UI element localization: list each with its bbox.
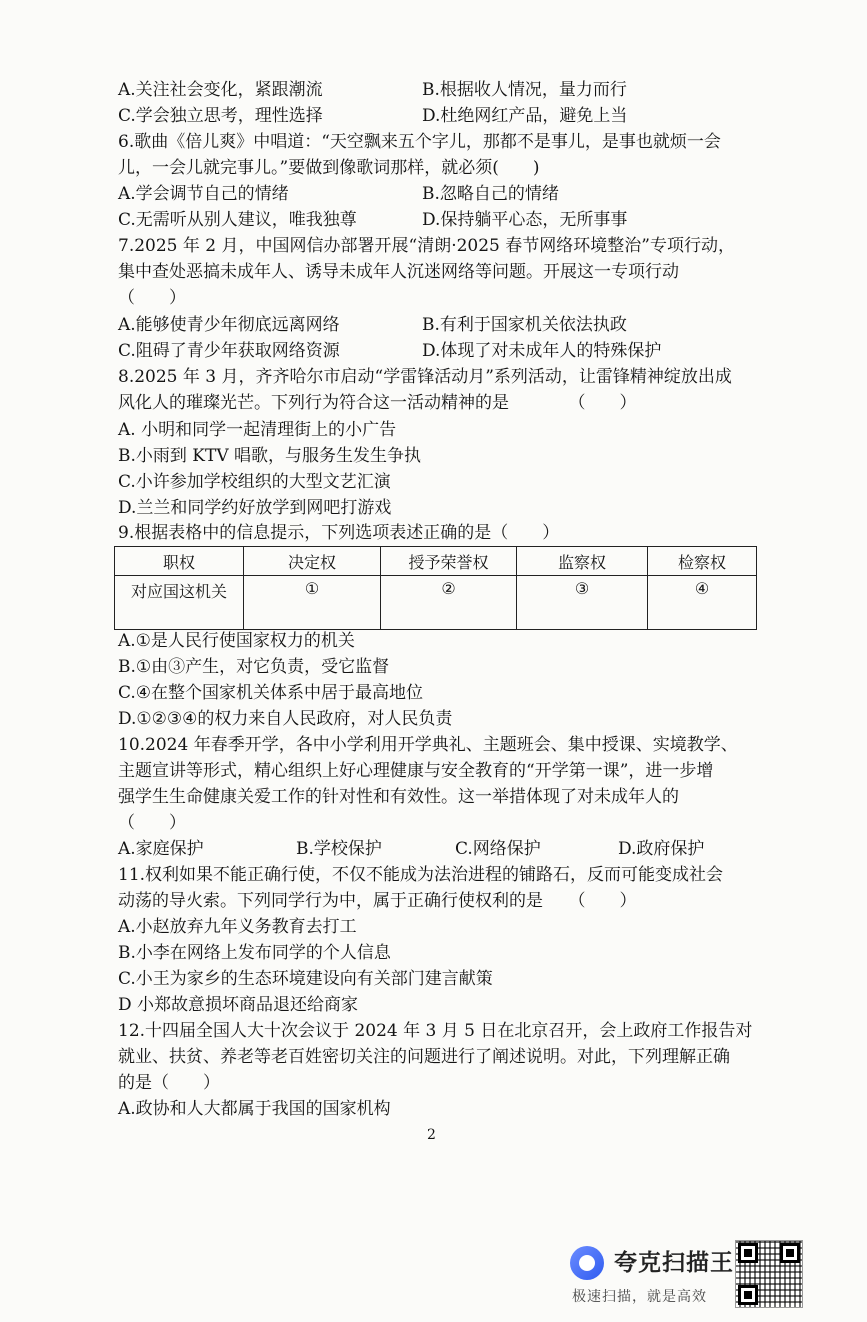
q10-option-b: B.学校保护 <box>296 839 382 859</box>
q5-option-a: A.关注社会变化，紧跟潮流 <box>118 80 323 100</box>
brand-slogan: 极速扫描，就是高效 <box>572 1289 707 1305</box>
q6-option-d: D.保持躺平心态，无所事事 <box>422 210 628 230</box>
table-cell: 对应国这机关 <box>115 576 244 630</box>
q6-stem-line2: 儿，一会儿就完事儿。”要做到像歌词那样，就必须( ) <box>118 158 540 178</box>
brand-name: 夸克扫描王 <box>614 1250 734 1276</box>
q9-table <box>114 546 757 630</box>
q11-option-a: A.小赵放弃九年义务教育去打工 <box>118 917 357 937</box>
q6-option-a: A.学会调节自己的情绪 <box>118 184 289 204</box>
table-header-cell: 检察权 <box>648 547 757 576</box>
q7-stem-line3: （ ） <box>118 288 186 308</box>
q7-option-b: B.有利于国家机关依法执政 <box>422 315 627 335</box>
q9-option-c: C.④在整个国家机关体系中居于最高地位 <box>118 683 424 703</box>
q8-option-d: D.兰兰和同学约好放学到网吧打游戏 <box>118 498 392 518</box>
q12-option-a: A.政协和人大都属于我国的国家机构 <box>118 1099 391 1119</box>
q10-option-c: C.网络保护 <box>455 839 541 859</box>
table-header-cell: 监察权 <box>517 547 648 576</box>
q7-option-d: D.体现了对未成年人的特殊保护 <box>422 341 662 361</box>
table-header-cell: 授予荣誉权 <box>381 547 517 576</box>
q12-stem-line1: 12.十四届全国人大十次会议于 2024 年 3 月 5 日在北京召开，会上政府工作报告对 <box>118 1021 753 1041</box>
q10-stem-line1: 10.2024 年春季开学，各中小学利用开学典礼、主题班会、集中授课、实境教学、 <box>118 735 738 755</box>
q8-option-a: A. 小明和同学一起清理街上的小广告 <box>118 420 397 440</box>
q5-option-c: C.学会独立思考，理性选择 <box>118 106 323 126</box>
page-number: 2 <box>427 1127 436 1143</box>
q8-stem-line1: 8.2025 年 3 月，齐齐哈尔市启动“学雷锋活动月”系列活动，让雷锋精神绽放出成 <box>118 367 732 387</box>
q10-stem-line2: 主题宣讲等形式，精心组织上好心理健康与安全教育的“开学第一课”，进一步增 <box>118 761 714 781</box>
q11-option-d: D 小郑故意损坏商品退还给商家 <box>118 995 359 1015</box>
q11-stem-line1: 11.权利如果不能正确行使，不仅不能成为法治进程的铺路石，反而可能变成社会 <box>118 865 724 885</box>
q11-option-b: B.小李在网络上发布同学的个人信息 <box>118 943 391 963</box>
q7-option-a: A.能够使青少年彻底远离网络 <box>118 315 340 335</box>
table-header-row <box>115 547 757 576</box>
q6-option-c: C.无需听从别人建议，唯我独尊 <box>118 210 357 230</box>
q10-option-a: A.家庭保护 <box>118 839 204 859</box>
q12-stem-line3: 的是（ ） <box>118 1073 220 1093</box>
q11-stem-line2: 动荡的导火索。下列同学行为中，属于正确行使权利的是 （ ） <box>118 891 637 911</box>
q6-option-b: B.忽略自己的情绪 <box>422 184 559 204</box>
q7-stem-line2: 集中查处恶搞未成年人、诱导未成年人沉迷网络等问题。开展这一专项行动 <box>118 262 679 282</box>
table-cell: ② <box>381 576 517 630</box>
quark-logo-icon <box>570 1246 604 1280</box>
table-header-cell: 决定权 <box>244 547 381 576</box>
table-cell: ① <box>244 576 381 630</box>
q5-option-b: B.根据收人情况，量力而行 <box>422 80 627 100</box>
q10-stem-line4: （ ） <box>118 813 186 833</box>
q8-option-c: C.小许参加学校组织的大型文艺汇演 <box>118 472 391 492</box>
scanner-watermark <box>570 1242 860 1312</box>
q5-option-d: D.杜绝网红产品，避免上当 <box>422 106 628 126</box>
q9-option-d: D.①②③④的权力来自人民政府，对人民负责 <box>118 709 453 729</box>
q12-stem-line2: 就业、扶贫、养老等老百姓密切关注的问题进行了阐述说明。对此，下列理解正确 <box>118 1047 730 1067</box>
q11-option-c: C.小王为家乡的生态环境建设向有关部门建言献策 <box>118 969 493 989</box>
table-cell: ③ <box>517 576 648 630</box>
q9-option-b: B.①由③产生，对它负责，受它监督 <box>118 657 390 677</box>
q10-stem-line3: 强学生生命健康关爱工作的针对性和有效性。这一举措体现了对未成年人的 <box>118 787 679 807</box>
q7-option-c: C.阻碍了青少年获取网络资源 <box>118 341 340 361</box>
q8-stem-line2: 风化人的璀璨光芒。下列行为符合这一活动精神的是 （ ） <box>118 393 637 413</box>
table-header-cell: 职权 <box>115 547 244 576</box>
table-cell: ④ <box>648 576 757 630</box>
q9-stem: 9.根据表格中的信息提示，下列选项表述正确的是（ ） <box>118 523 560 543</box>
q8-option-b: B.小雨到 KTV 唱歌，与服务生发生争执 <box>118 446 422 466</box>
table-row <box>115 576 757 630</box>
q7-stem-line1: 7.2025 年 2 月，中国网信办部署开展“清朗·2025 春节网络环境整治”专项行动， <box>118 236 735 256</box>
qr-code-icon <box>735 1240 803 1308</box>
q6-stem-line1: 6.歌曲《倍儿爽》中唱道：“天空飘来五个字儿，那都不是事儿，是事也就烦一会 <box>118 132 721 152</box>
q9-option-a: A.①是人民行使国家权力的机关 <box>118 631 355 651</box>
q10-option-d: D.政府保护 <box>618 839 705 859</box>
